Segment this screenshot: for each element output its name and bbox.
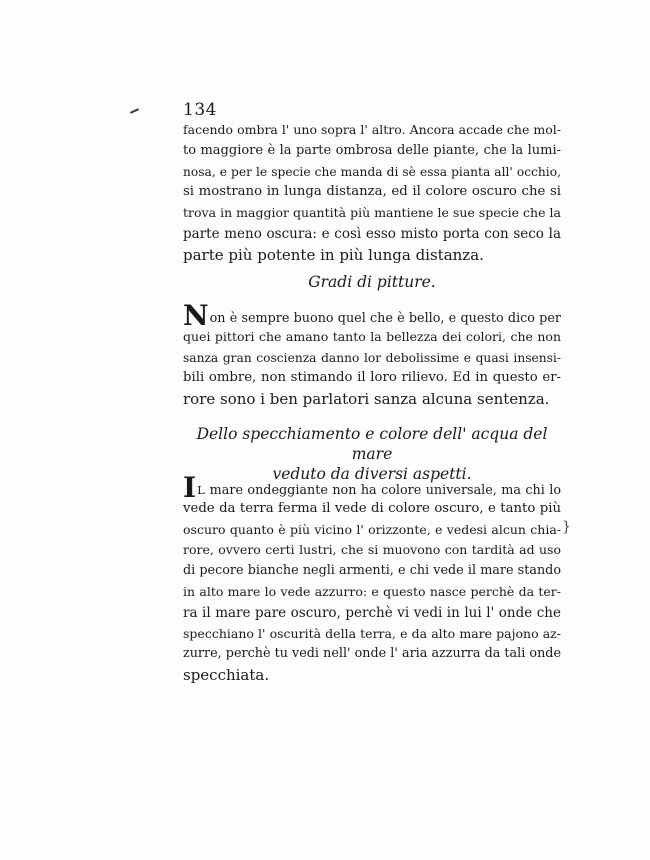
text-line: in alto mare lo vede azzurro: e questo nasce perchè da ter-	[183, 583, 561, 599]
text-line: nosa, e per le specie che manda di sè essa pianta all' occhio,	[183, 164, 561, 179]
text-line: zurre, perchè tu vedi nell' onde l' aria azzurra da tali onde	[183, 646, 561, 662]
margin-mark	[130, 108, 139, 114]
text-line: rore sono i ben parlatori sanza alcuna sentenza.	[183, 390, 550, 409]
text-line: vede da terra ferma il vede di colore oscuro, e tanto più	[183, 500, 561, 516]
text-line: specchiata.	[183, 666, 270, 685]
text-line: sanza gran coscienza danno lor debolissime e quasi insensi-	[183, 350, 561, 365]
margin-bracket: }	[562, 519, 571, 535]
heading-line: Dello specchiamento e colore dell' acqua del mare	[196, 425, 548, 463]
small-cap: L	[197, 483, 206, 497]
text-line: specchiano l' oscurità della terra, e da alto mare pajono az-	[183, 625, 561, 641]
drop-cap: I	[183, 471, 197, 504]
text-line: di pecore bianche negli armenti, e chi vede il mare stando	[183, 563, 561, 579]
text-line	[183, 299, 561, 332]
text-line: to maggiore è la parte ombrosa delle piante, che la lumi-	[183, 142, 561, 158]
first-line-text: mare ondeggiante non ha colore universale, ma chi lo	[205, 483, 561, 498]
text-line: parte più potente in più lunga distanza.	[183, 245, 484, 264]
page-number: 134	[183, 100, 217, 120]
text-line: facendo ombra l' uno sopra l' altro. Ancora accade che mol-	[183, 122, 561, 137]
text-line: bili ombre, non stimando il loro rilievo. Ed in questo er-	[183, 370, 561, 386]
paragraph-2	[183, 299, 561, 410]
section-heading-2	[183, 424, 561, 484]
text-line: trova in maggior quantità più mantiene le sue specie che la	[183, 205, 561, 221]
text-line: parte meno oscura: e così esso misto porta con seco la	[183, 225, 561, 242]
section-heading-1: Gradi di pitture.	[308, 273, 436, 291]
text-line: rore, ovvero certi lustri, che si muovono con tardità ad uso	[183, 542, 561, 558]
text-line: si mostrano in lunga distanza, ed il colore oscuro che si	[183, 184, 561, 200]
drop-cap: N	[183, 299, 209, 332]
text-line: quei pittori che amano tanto la bellezza dei colori, che non	[183, 328, 561, 344]
text-line: ra il mare pare oscuro, perchè vi vedi in lui l' onde che	[183, 604, 561, 621]
text-line: oscuro quanto è più vicino l' orizzonte, e vedesi alcun chia-	[183, 521, 561, 537]
first-line-text: on è sempre buono quel che è bello, e questo dico per	[209, 311, 561, 326]
heading-line: veduto da diversi aspetti.	[272, 465, 472, 483]
paragraph-1	[183, 120, 561, 266]
